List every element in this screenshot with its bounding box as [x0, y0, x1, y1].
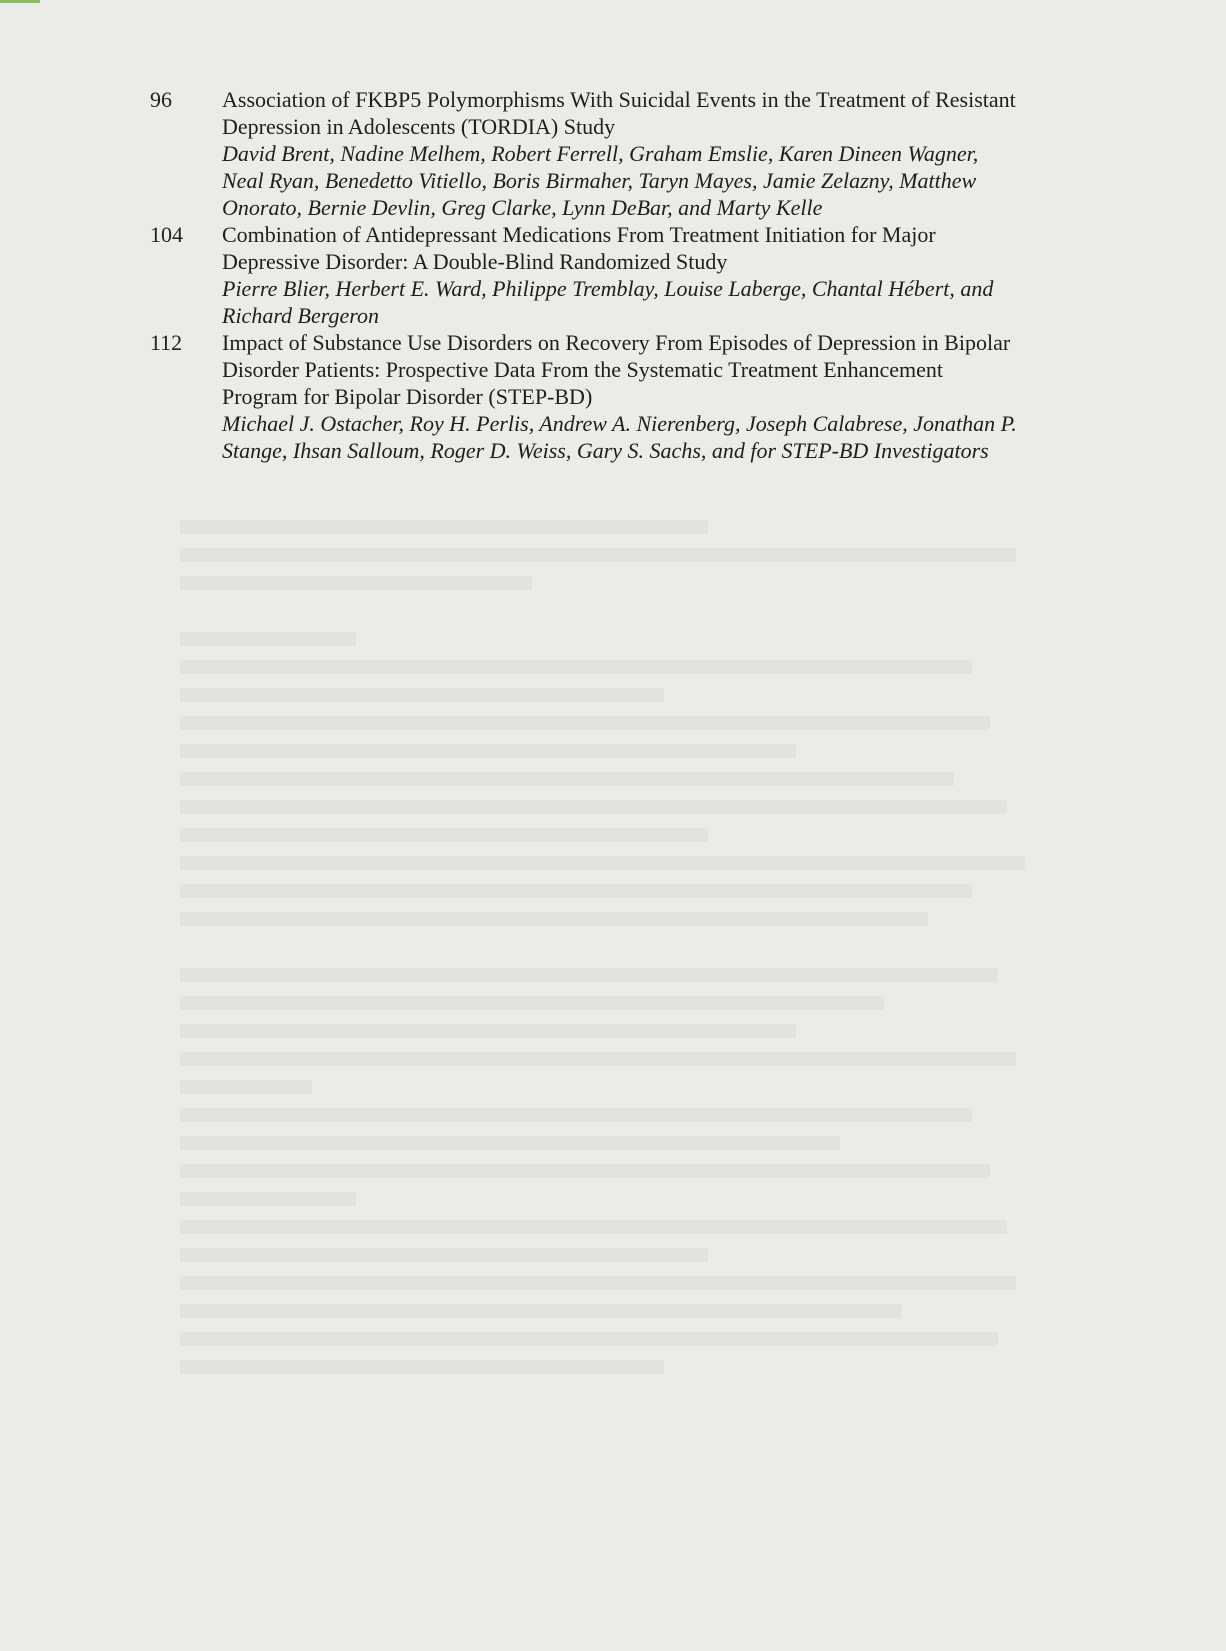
page-number: 112	[150, 330, 183, 355]
entry-body	[222, 86, 1130, 221]
top-edge-mark	[0, 0, 40, 3]
author-line: Richard Bergeron	[222, 303, 380, 328]
toc-entry[interactable]	[150, 329, 1130, 464]
article-title-line: Combination of Antidepressant Medications From Treatment Initiation for Major	[222, 222, 936, 247]
article-title-line: Depressive Disorder: A Double-Blind Randomized Study	[222, 249, 728, 274]
author-line: Neal Ryan, Benedetto Vitiello, Boris Birmaher, Taryn Mayes, Jamie Zelazny, Matthew	[222, 168, 977, 193]
article-title-line: Association of FKBP5 Polymorphisms With Suicidal Events in the Treatment of Resistant	[222, 87, 1016, 112]
page-number: 96	[150, 87, 172, 112]
entry-body	[222, 329, 1130, 464]
article-title-line: Program for Bipolar Disorder (STEP-BD)	[222, 384, 593, 409]
toc-entry[interactable]	[150, 221, 1130, 329]
entry-body	[222, 221, 1130, 329]
author-line: Onorato, Bernie Devlin, Greg Clarke, Lynn DeBar, and Marty Kelle	[222, 195, 823, 220]
table-of-contents	[150, 86, 1130, 464]
toc-entry[interactable]	[150, 86, 1130, 221]
author-line: Stange, Ihsan Salloum, Roger D. Weiss, Gary S. Sachs, and for STEP-BD Investigators	[222, 438, 989, 463]
author-line: Michael J. Ostacher, Roy H. Perlis, Andrew A. Nierenberg, Joseph Calabrese, Jonathan P.	[222, 411, 1017, 436]
article-title-line: Impact of Substance Use Disorders on Recovery From Episodes of Depression in Bipolar	[222, 330, 1011, 355]
article-title-line: Depression in Adolescents (TORDIA) Study	[222, 114, 616, 139]
bleed-through-texture	[180, 520, 1060, 1388]
author-line: David Brent, Nadine Melhem, Robert Ferrell, Graham Emslie, Karen Dineen Wagner,	[222, 141, 979, 166]
page-number: 104	[150, 222, 183, 247]
author-line: Pierre Blier, Herbert E. Ward, Philippe Tremblay, Louise Laberge, Chantal Hébert, and	[222, 276, 994, 301]
article-title-line: Disorder Patients: Prospective Data From the Systematic Treatment Enhancement	[222, 357, 943, 382]
